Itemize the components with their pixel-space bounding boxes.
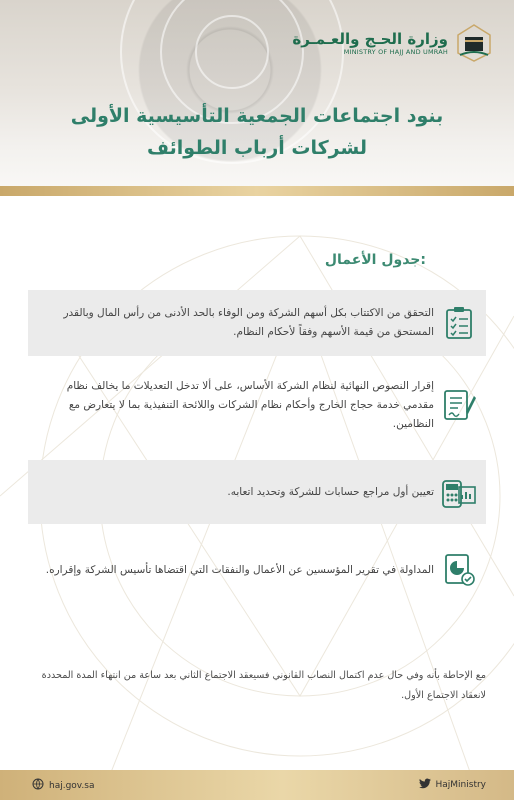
kaaba-logo-icon <box>456 23 492 63</box>
agenda-item-text: التحقق من الاكتتاب بكل أسهم الشركة ومن الوفاء بالحد الأدنى من رأس المال وبالقدر المستحق من قيمة الأسهم وفقاً لأحكام النظام. <box>63 307 434 338</box>
twitter-link[interactable] <box>419 778 487 792</box>
page-title <box>40 100 474 164</box>
agenda-item <box>28 540 486 600</box>
globe-icon <box>32 778 44 793</box>
calculator-icon <box>434 470 484 514</box>
quorum-note: مع الإحاطة بأنه وفي حال عدم اكتمال النصاب القانوني فسيعقد الاجتماع الثاني بعد ساعة من انتهاء المدة المحددة لانعقاد الاجتماع الأول. <box>41 670 486 701</box>
dome-ring-decoration <box>195 15 269 89</box>
checklist-icon <box>434 301 484 345</box>
logo-english-text: MINISTRY OF HAJJ AND UMRAH <box>343 48 448 56</box>
document-signature-icon <box>434 383 484 427</box>
title-line-1: بنود اجتماعات الجمعية التأسيسية الأولى <box>70 105 444 127</box>
twitter-icon <box>419 778 431 792</box>
title-line-2: لشركات أرباب الطوائف <box>147 137 367 159</box>
ministry-logo <box>282 20 492 66</box>
agenda-item-text: المداولة في تقرير المؤسسين عن الأعمال والنفقات التي اقتضاها تأسيس الشركة وإقراره. <box>45 563 434 576</box>
agenda-heading: جدول الأعمال: <box>324 252 426 268</box>
agenda-item <box>28 372 486 438</box>
agenda-item <box>28 290 486 356</box>
header-banner <box>0 0 514 196</box>
twitter-handle: HajMinistry <box>435 780 486 790</box>
agenda-item-text: إقرار النصوص النهائية لنظام الشركة الأساس، على ألا تدخل التعديلات ما يخالف نظام مقدمي خدمة حجاج الخارج وأحكام نظام الشركات واللائحة التنفيذية بما لا يتعارض مع النظامين. <box>66 379 434 430</box>
website-text: haj.gov.sa <box>49 780 95 791</box>
footer-bar <box>0 770 514 800</box>
website-link[interactable] <box>32 778 95 793</box>
agenda-item <box>28 460 486 524</box>
report-chart-icon <box>434 548 484 592</box>
agenda-item-text: تعيين أول مراجع حسابات للشركة وتحديد اتعابه. <box>227 485 434 498</box>
logo-arabic-text: وزارة الحـج والعـمـرة <box>292 30 448 48</box>
